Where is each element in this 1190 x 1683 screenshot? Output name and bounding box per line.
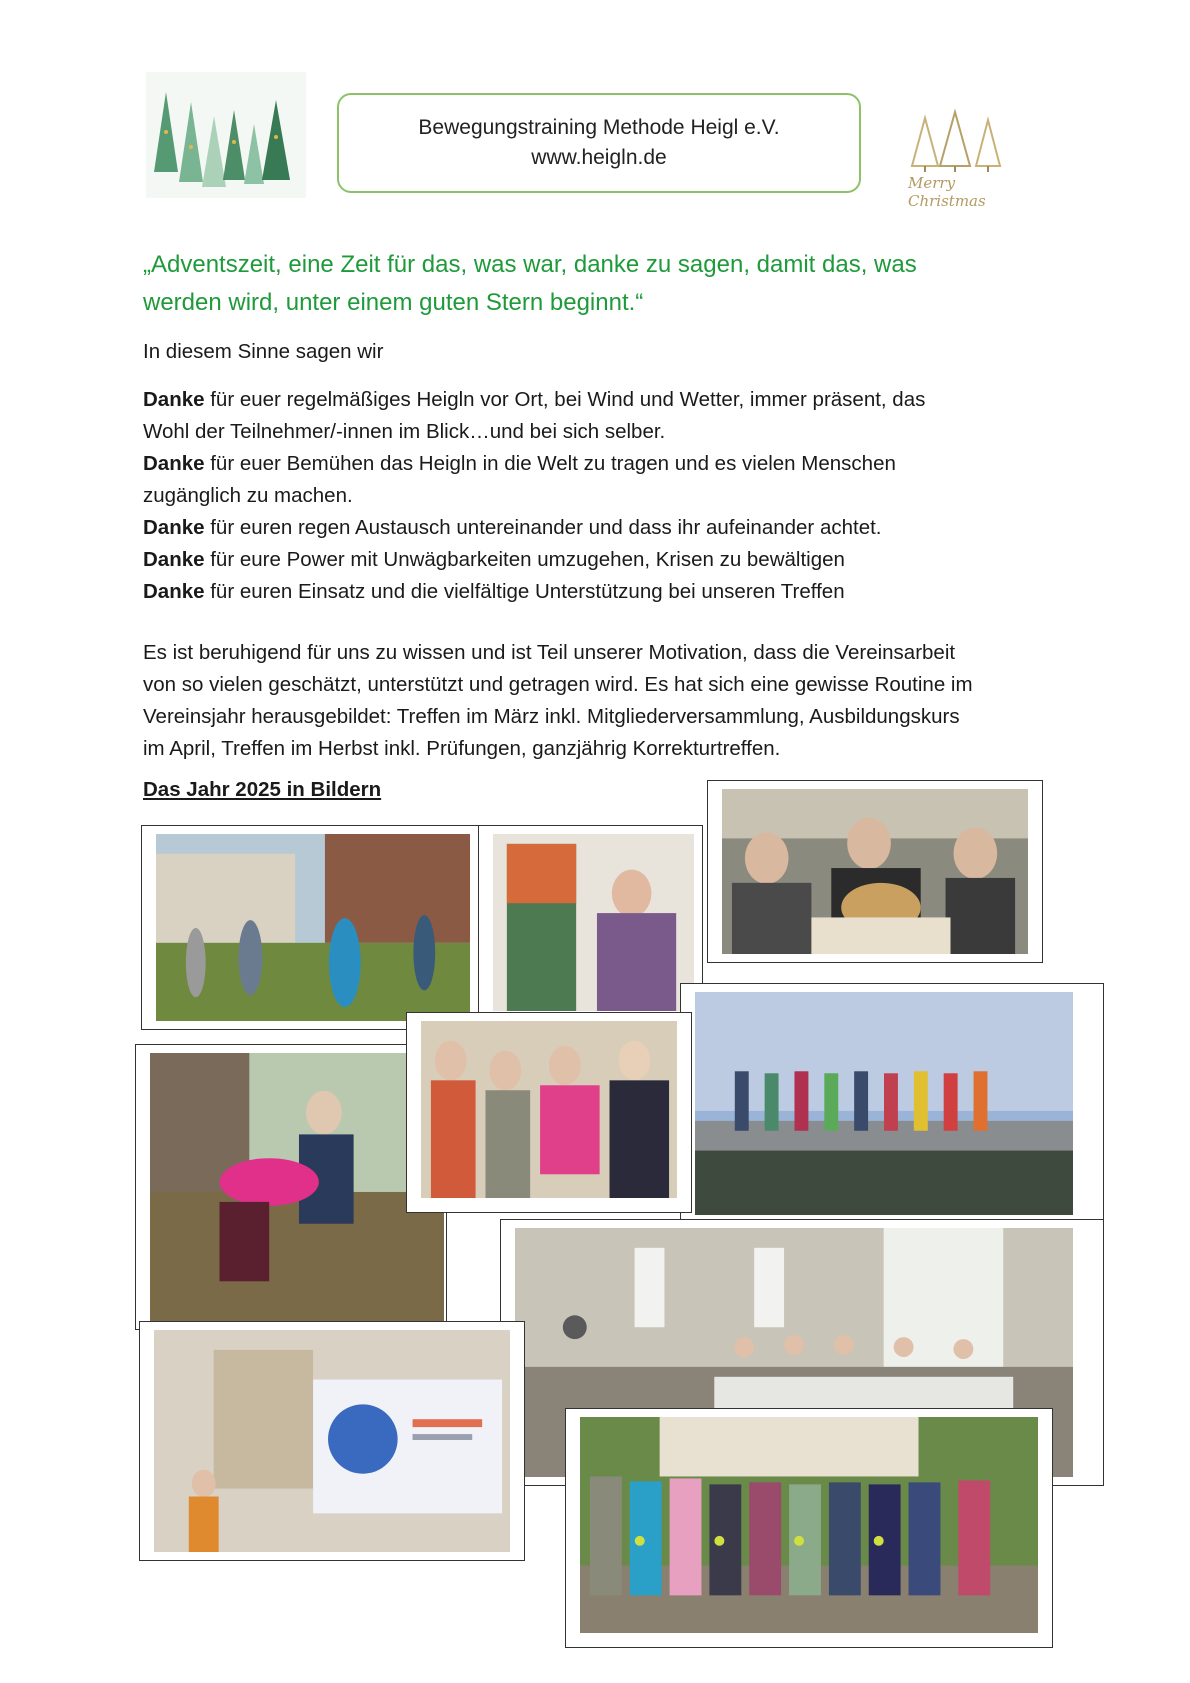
gallery-heading: Das Jahr 2025 in Bildern [143,778,382,801]
thanks-item [143,576,1063,608]
thanks-bold: Danke [143,388,205,411]
quote-line-1: „Adventszeit, eine Zeit für das, was war, danke zu sagen, damit das, was [143,251,917,278]
merry-christmas-trees-icon [900,108,1030,210]
motivation-line: im April, Treffen im Herbst inkl. Prüfungen, ganzjährig Korrekturtreffen. [143,737,781,760]
thanks-bold: Danke [143,452,205,475]
thanks-text: für euer Bemühen das Heigln in die Welt zu tragen und es vielen Menschen [204,452,896,475]
photo-group-balls [565,1408,1053,1648]
thanks-text: für euer regelmäßiges Heigln vor Ort, bei Wind und Wetter, immer präsent, das [204,388,926,411]
photo-guitar-group [707,780,1043,963]
thanks-item [143,512,1063,544]
thanks-item [143,544,1063,576]
photo-pink-exercise [135,1044,447,1330]
website-link[interactable]: www.heigln.de [531,146,667,169]
photo-bridge-group [680,983,1104,1224]
photo-outdoor-exercise [141,825,479,1030]
thanks-item-cont: Wohl der Teilnehmer/-innen im Blick…und bei sich selber. [143,420,666,443]
christmas-trees-icon [146,72,306,198]
association-name: Bewegungstraining Methode Heigl e.V. [418,116,780,139]
thanks-text: für euren regen Austausch untereinander und dass ihr aufeinander achtet. [204,516,882,539]
photo-speaker-banner [478,825,703,1020]
thanks-list [143,384,1063,608]
header-banner [337,93,861,193]
motivation-line: Vereinsjahr herausgebildet: Treffen im März inkl. Mitgliederversammlung, Ausbildungskurs [143,705,960,728]
thanks-text: für euren Einsatz und die vielfältige Unterstützung bei unseren Treffen [204,580,845,603]
thanks-bold: Danke [143,548,205,571]
photo-presentation [139,1321,525,1561]
motivation-paragraph [143,637,1063,765]
motivation-line: von so vielen geschätzt, unterstützt und getragen wird. Es hat sich eine gewisse Routine im [143,673,973,696]
thanks-item [143,384,1063,416]
photo-indoor-smiles [406,1012,692,1213]
thanks-item [143,448,1063,480]
advent-quote [143,246,1043,322]
intro-text: In diesem Sinne sagen wir [143,340,384,363]
thanks-item-cont: zugänglich zu machen. [143,484,353,507]
merry-christmas-text: Merry Christmas [908,174,986,210]
quote-line-2: werden wird, unter einem guten Stern beginnt.“ [143,289,644,316]
thanks-bold: Danke [143,580,205,603]
motivation-line: Es ist beruhigend für uns zu wissen und ist Teil unserer Motivation, dass die Vereinsarbeit [143,641,956,664]
thanks-bold: Danke [143,516,205,539]
thanks-text: für eure Power mit Unwägbarkeiten umzugehen, Krisen zu bewältigen [204,548,845,571]
